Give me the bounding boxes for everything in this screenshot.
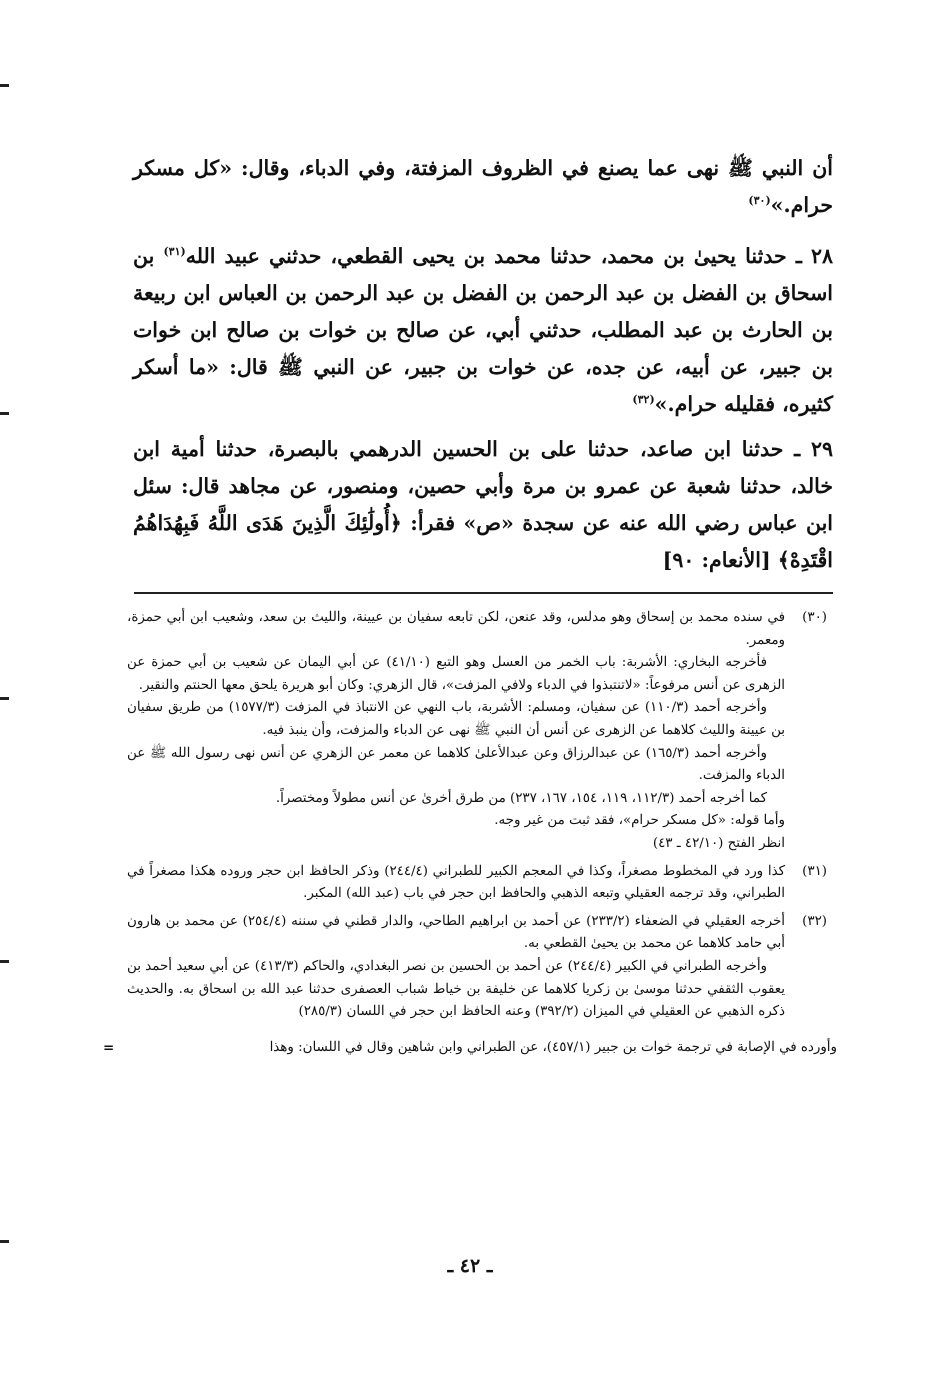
footnote-para: فأخرجه البخاري: الأشربة: باب الخمر من العسل وهو التبع (٤١/١٠) عن أبي اليمان عن شعيب بن أبي حمزة عن الزهرى عن أنس مرفوعاً: «لاتنتبذوا في الدباء ولافي المزفت»، قال الزهري: وكان أبو هريرة يلحق معها الحنتم والنقير. <box>127 655 785 693</box>
footnote-para: وأما قوله: «كل مسكر حرام»، فقد ثبت من غير وجه. <box>494 813 785 829</box>
footnote-para: وأخرجه أحمد (١٦٥/٣) عن عبدالرزاق وعن عبدالأعلىٰ كلاهما عن معمر عن الزهري عن أنس نهى رسول الله ﷺ عن الدباء والمزفت. <box>127 745 785 784</box>
footnote-para: وأخرجه أحمد (١١٠/٣) عن سفيان، ومسلم: الأشربة، باب النهي عن الانتباذ في المزفت (١٥٧٧/٣) من طريق سفيان بن عيينة والليث كلاهما عن الزهرى عن أنس أن النبي ﷺ نهى عن الدباء والمزفت، وأن ينبذ فيه. <box>127 700 785 738</box>
footnote-separator <box>134 592 833 594</box>
footnote-number: (٣٢) <box>802 913 827 929</box>
hadith-27-text: أن النبي ﷺ نهى عما يصنع في الظروف المزفتة، وفي الدباء، وقال: «كل مسكر حرام.» <box>133 156 833 217</box>
hadith-28-text-a: ٢٨ ـ حدثنا يحيىٰ بن محمد، حدثنا محمد بن يحيى القطعي، حدثني عبيد الله <box>185 244 833 268</box>
footnote-para: في سنده محمد بن إسحاق وهو مدلس، وقد عنعن، لكن تابعه سفيان بن عيينة، والليث بن سعد، وشعيب ابن أبي حمزة، ومعمر. <box>127 610 785 648</box>
footnote-para: انظر الفتح (٤٢/١٠ ـ ٤٣) <box>652 835 785 851</box>
hadith-27-end <box>133 150 833 224</box>
footnote-32 <box>127 911 837 1024</box>
footnote-para: كذا ورد في المخطوط مصغراً، وكذا في المعجم الكبير للطبراني (٢٤٤/٤) وذكر الحافظ ابن حجر وروده هكذا مصغراً في الطبراني، وقد ترجمه العقيلي وتبعه الذهبي والحافظ ابن حجر في باب (عبد الله) المكبر. <box>127 863 785 902</box>
footnotes <box>103 607 837 1073</box>
continuation-mark: = <box>103 1040 115 1057</box>
footnote-number: (٣١) <box>802 863 827 879</box>
footnote-para: وأخرجه الطبراني في الكبير (٢٤٤/٤) عن أحمد بن الحسين بن نصر البغدادي، والحاكم (٤١٣/٣) عن أبي سعيد أحمد بن يعقوب الثقفي حدثنا موسىٰ بن زكريا كلاهما عن خليفة بن خياط شباب العصفرى حدثنا عبد الله بن اسحاق به. والحديث ذكره الذهبي عن العقيلي في الميزان (٣٩٢/٢) وعنه الحافظ ابن حجر في اللسان (٢٨٥/٣) <box>127 958 785 1020</box>
main-text <box>133 150 833 587</box>
footnote-tail-line: وأورده في الإصابة في ترجمة خوات بن جبير (٤٥٧/١)، عن الطبراني وابن شاهين وقال في اللسان: وهذا <box>269 1040 837 1056</box>
footnote-number: (٣٠) <box>802 610 827 625</box>
hadith-29: ٢٩ ـ حدثنا ابن صاعد، حدثنا على بن الحسين الدرهمي بالبصرة، حدثنا أمية ابن خالد، حدثنا شعبة عن عمرو بن مرة وأبي حصين، ومنصور، عن مجاهد قال: سئل ابن عباس رضي الله عنه عن سجدة «ص» فقرأ: ﴿أُولَٰئِكَ الَّذِينَ هَدَى اللَّهُ فَبِهُدَاهُمُ اقْتَدِهْ﴾ [الأنعام: ٩٠] <box>133 437 833 572</box>
footnote-31 <box>127 861 837 906</box>
footnote-ref: (٣٠) <box>748 194 771 208</box>
footnote-para: كما أخرجه أحمد (١١٢/٣، ١١٩، ١٥٤، ١٦٧، ٢٣٧) من طرق أخرىٰ عن أنس مطولاً ومختصراً. <box>275 790 767 806</box>
margin-mark <box>0 412 9 415</box>
page-number: ـ ٤٢ ـ <box>447 1255 493 1277</box>
footnote-30 <box>127 607 837 856</box>
footnote-continuation <box>103 1037 837 1060</box>
margin-mark <box>0 960 9 963</box>
hadith-28 <box>133 238 833 423</box>
footnote-ref: (٣٢) <box>632 393 655 407</box>
margin-mark <box>0 1240 9 1243</box>
margin-mark <box>0 84 9 87</box>
footnote-para: أخرجه العقيلي في الضعفاء (٢٣٣/٢) عن أحمد بن ابراهيم الطاحي، والدار قطني في سننه (٢٥٤/٤) عن محمد بن هارون أبي حامد كلاهما عن محمد بن يحيىٰ القطعي به. <box>127 913 785 952</box>
margin-mark <box>0 697 9 700</box>
hadith-28-text-b: بن اسحاق بن الفضل بن عبد الرحمن بن الفضل بن عبد الرحمن بن العباس ابن ربيعة بن الحارث بن عبد المطلب، حدثني أبي، عن صالح بن خوات بن صالح ابن خوات بن جبير، عن أبيه، عن جده، عن خوات بن جبير، عن النبي ﷺ قال: «ما أسكر كثيره، فقليله حرام.» <box>133 244 833 416</box>
footnote-ref: (٣١) <box>163 245 186 259</box>
